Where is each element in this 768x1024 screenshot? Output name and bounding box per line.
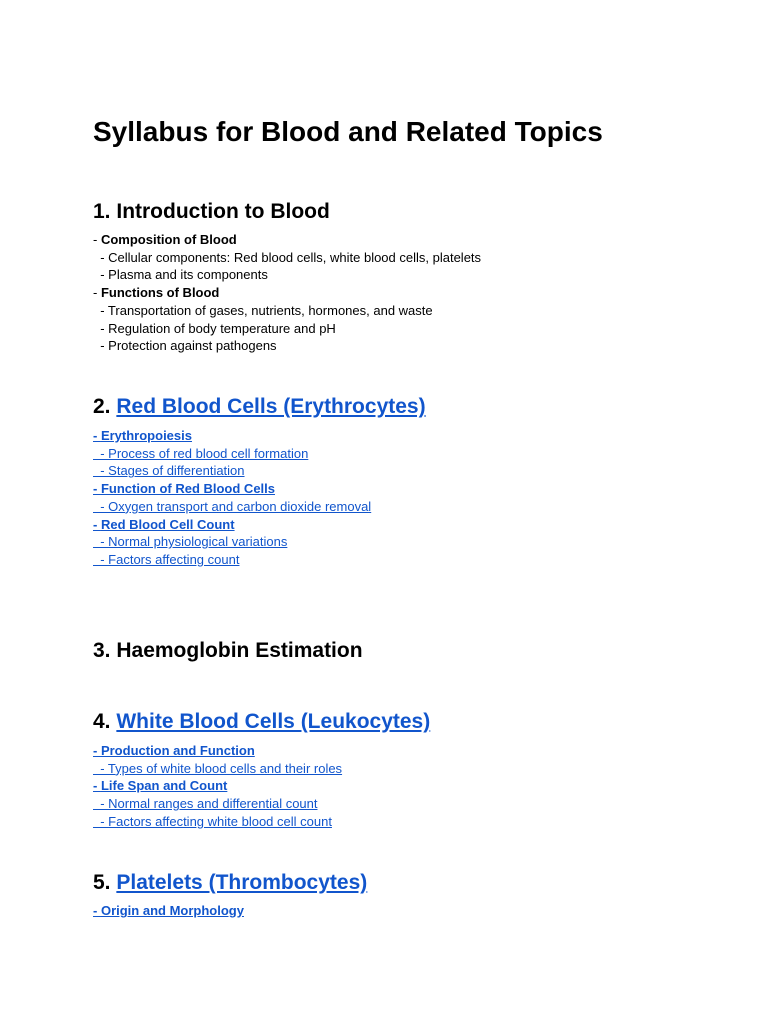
link-item[interactable]: - Normal ranges and differential count bbox=[93, 796, 318, 812]
subtopic-label: Composition of Blood bbox=[100, 232, 237, 247]
section-1-heading bbox=[93, 198, 330, 226]
list-item: - Functions of Blood bbox=[93, 285, 220, 301]
link-item[interactable]: - Origin and Morphology bbox=[93, 903, 244, 918]
section-number: 4. bbox=[93, 710, 111, 733]
link-item[interactable]: - Function of Red Blood Cells bbox=[93, 481, 275, 497]
link-item[interactable]: - Oxygen transport and carbon dioxide removal bbox=[93, 498, 372, 514]
link-item[interactable]: - Erythropoiesis bbox=[93, 428, 192, 443]
section-link[interactable]: Red Blood Cells (Erythrocytes) bbox=[116, 395, 426, 418]
link-item[interactable]: - Red Blood Cell Count bbox=[93, 516, 235, 532]
section-title: Haemoglobin Estimation bbox=[116, 639, 363, 662]
list-item: - Cellular components: Red blood cells, white blood cells, platelets bbox=[93, 249, 482, 265]
section-number: 5. bbox=[93, 871, 111, 894]
section-2-heading bbox=[93, 393, 426, 421]
list-item: - Plasma and its components bbox=[93, 267, 268, 283]
section-5-heading bbox=[93, 869, 367, 897]
section-4-content bbox=[93, 742, 342, 831]
section-3-heading bbox=[93, 637, 363, 665]
link-item[interactable]: - Stages of differentiation bbox=[93, 463, 245, 479]
link-item[interactable]: - Types of white blood cells and their roles bbox=[93, 760, 343, 776]
document-title: Syllabus for Blood and Related Topics bbox=[93, 116, 603, 147]
section-2-content bbox=[93, 427, 371, 569]
section-number: 1. bbox=[93, 200, 111, 223]
subtopic-label: Functions of Blood bbox=[100, 285, 220, 301]
section-link[interactable]: White Blood Cells (Leukocytes) bbox=[116, 710, 431, 733]
section-link[interactable]: Platelets (Thrombocytes) bbox=[116, 871, 368, 894]
list-item: - Protection against pathogens bbox=[93, 338, 277, 354]
list-item: - Composition of Blood bbox=[93, 232, 237, 247]
list-item: - Regulation of body temperature and pH bbox=[93, 320, 336, 336]
link-item[interactable]: - Process of red blood cell formation bbox=[93, 445, 309, 461]
section-1-content bbox=[93, 231, 481, 355]
link-item[interactable]: - Factors affecting count bbox=[93, 551, 240, 567]
section-number: 2. bbox=[93, 395, 111, 418]
link-item[interactable]: - Life Span and Count bbox=[93, 778, 228, 794]
link-item[interactable]: - Production and Function bbox=[93, 743, 255, 758]
list-item: - Transportation of gases, nutrients, hormones, and waste bbox=[93, 302, 433, 318]
section-4-heading bbox=[93, 708, 430, 736]
link-item[interactable]: - Factors affecting white blood cell count bbox=[93, 813, 332, 829]
section-number: 3. bbox=[93, 639, 111, 662]
link-item[interactable]: - Normal physiological variations bbox=[93, 534, 288, 550]
section-5-content bbox=[93, 902, 244, 920]
section-title: Introduction to Blood bbox=[116, 200, 330, 223]
